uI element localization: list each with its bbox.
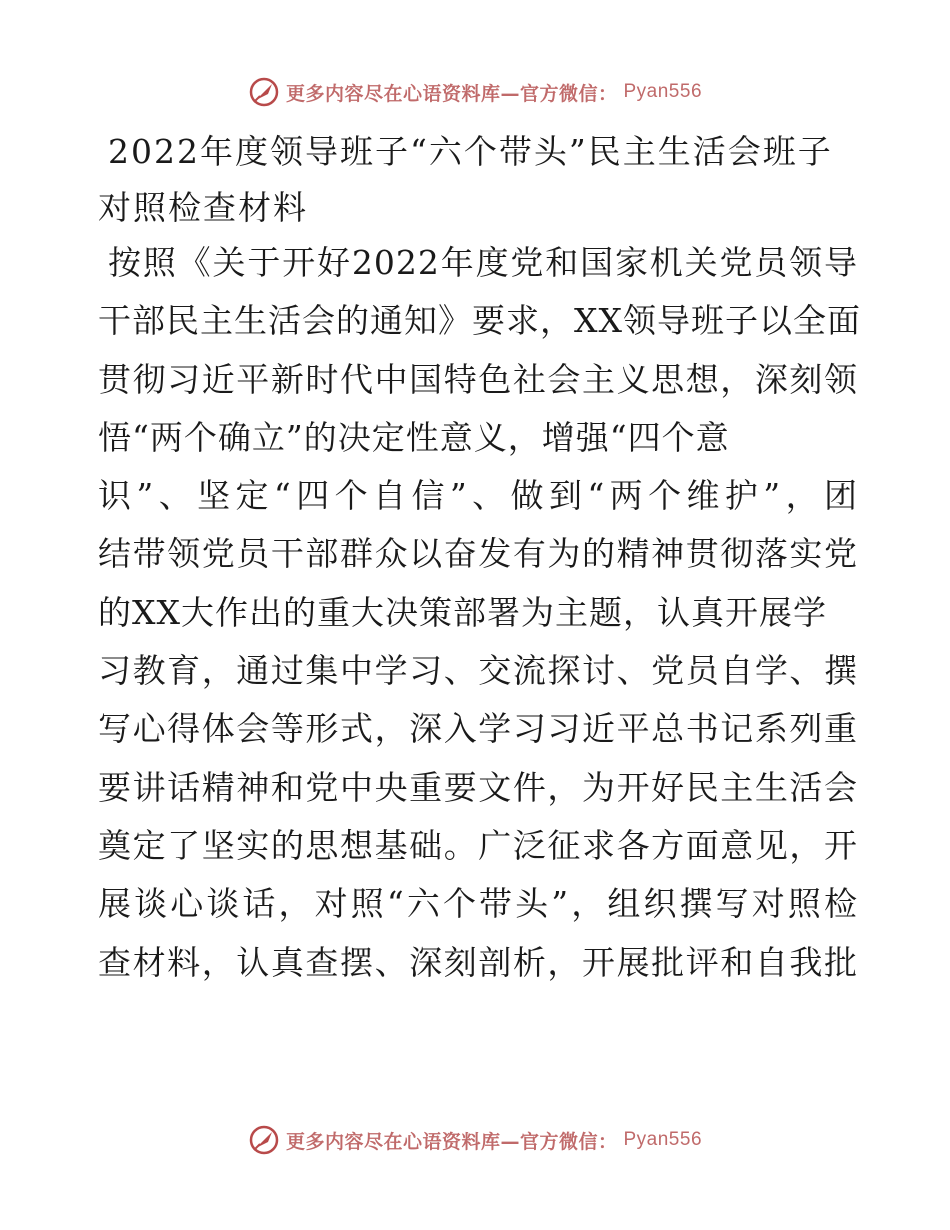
quill-logo-icon	[248, 76, 280, 108]
watermark-wechat-id: Pyan556	[623, 81, 703, 102]
body-line: 习教育，通过集中学习、交流探讨、党员自学、撰	[98, 651, 858, 691]
watermark-text: 更多内容尽在心语资料库—官方微信：	[285, 82, 618, 105]
body-line: 结带领党员干部群众以奋发有为的精神贯彻落实党	[98, 534, 858, 574]
body-line: 要讲话精神和党中央重要文件，为开好民主生活会	[98, 767, 858, 807]
body-line: 的XX大作出的重大决策部署为主题，认真开展学	[98, 592, 827, 632]
body-line: 干部民主生活会的通知》要求，XX领导班子以全面	[98, 301, 861, 341]
footer-watermark	[0, 1122, 950, 1158]
body-line: 悟“两个确立”的决定性意义，增强“四个意	[98, 417, 730, 457]
title-line-1: 2022年度领导班子“六个带头”民主生活会班子	[108, 132, 833, 171]
body-line: 按照《关于开好2022年度党和国家机关党员领导	[108, 243, 858, 282]
body-paragraph	[98, 234, 861, 992]
document-title	[98, 124, 858, 236]
body-line: 贯彻习近平新时代中国特色社会主义思想，深刻领	[98, 359, 858, 399]
body-line: 查材料，认真查摆、深刻剖析，开展批评和自我批	[98, 942, 858, 982]
watermark-text: 更多内容尽在心语资料库—官方微信：	[285, 1130, 618, 1153]
watermark-wechat-id: Pyan556	[623, 1129, 703, 1150]
body-line: 写心得体会等形式，深入学习习近平总书记系列重	[98, 709, 858, 749]
quill-logo-icon	[248, 1124, 280, 1156]
body-line: 奠定了坚实的思想基础。广泛征求各方面意见，开	[98, 825, 858, 865]
body-line: 展谈心谈话，对照“六个带头”，组织撰写对照检	[98, 884, 858, 924]
title-line-2: 对照检查材料	[98, 188, 308, 227]
body-line: 识”、坚定“四个自信”、做到“两个维护”，团	[98, 476, 858, 516]
header-watermark	[0, 74, 950, 110]
